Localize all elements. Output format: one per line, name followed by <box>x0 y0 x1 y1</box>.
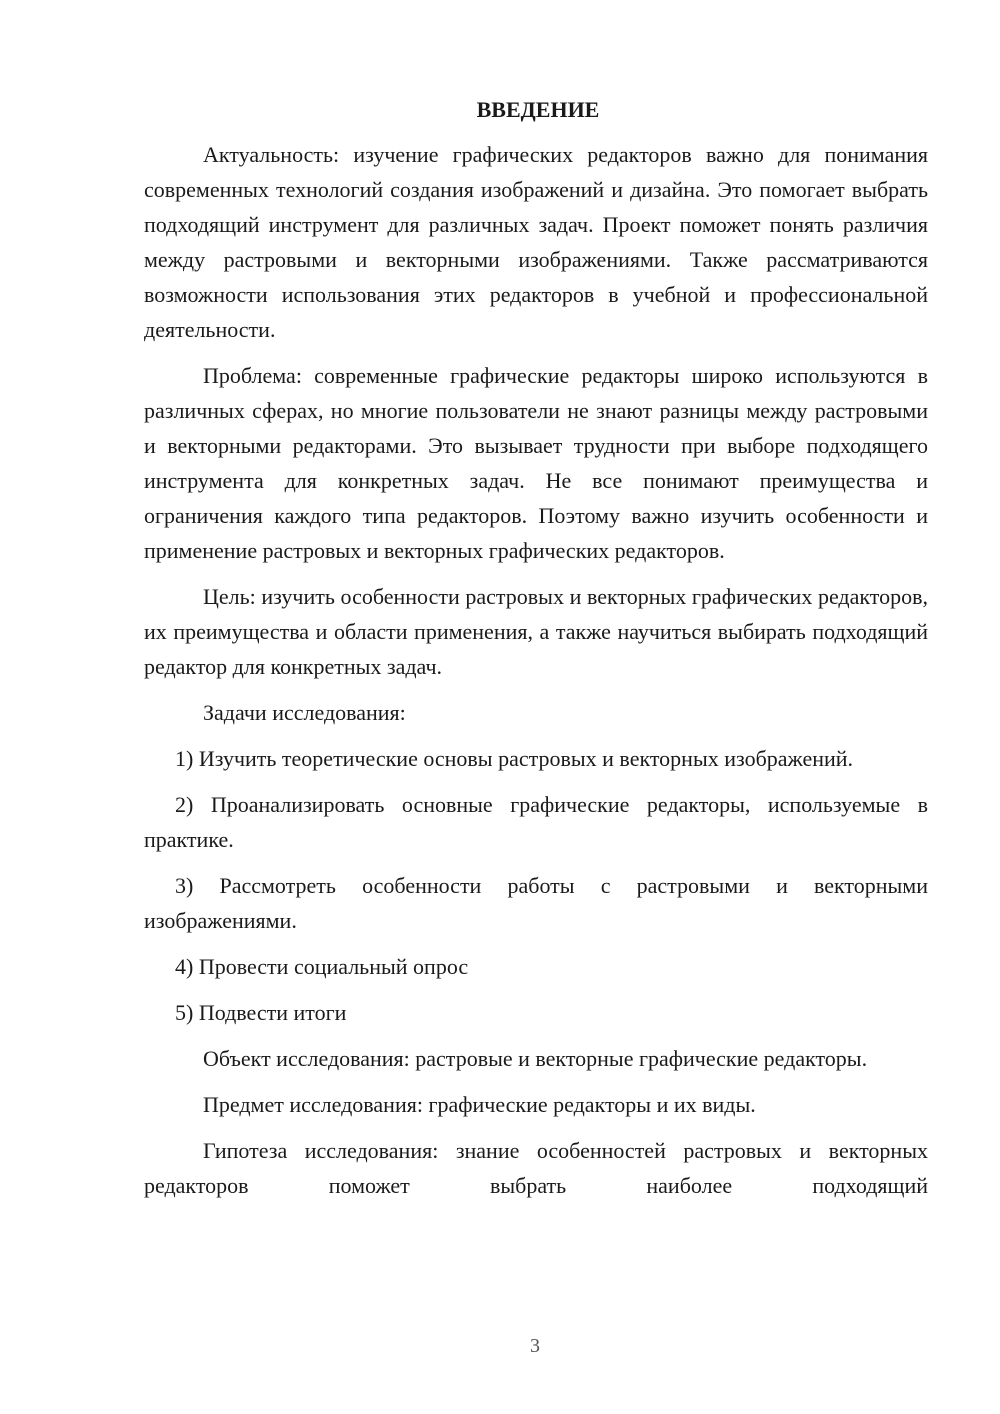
paragraph-problem: Проблема: современные графические редакторы широко используются в различных сферах, но многие пользователи не знают разницы между растровыми и векторными редакторами. Это вызывает трудности при выборе подходящего инструмента для конкретных задач. Не все понимают преимущества и ограничения каждого типа редакторов. Поэтому важно изучить особенности и применение растровых и векторных графических редакторов. <box>144 363 928 563</box>
paragraph-subject: Предмет исследования: графические редакторы и их виды. <box>203 1092 756 1117</box>
task-item-2: 2) Проанализировать основные графические редакторы, используемые в практике. <box>144 792 928 852</box>
task-list <box>144 741 928 1030</box>
task-item-5: 5) Подвести итоги <box>175 1000 347 1025</box>
task-item-3: 3) Рассмотреть особенности работы с растровыми и векторными изображениями. <box>144 873 928 933</box>
task-item-4: 4) Провести социальный опрос <box>175 954 469 979</box>
paragraph-tasks-intro: Задачи исследования: <box>203 700 406 725</box>
task-item-1: 1) Изучить теоретические основы растровых и векторных изображений. <box>175 746 854 771</box>
paragraph-goal: Цель: изучить особенности растровых и векторных графических редакторов, их преимущества и области применения, а также научиться выбирать подходящий редактор для конкретных задач. <box>144 584 928 679</box>
document-page <box>144 92 928 1203</box>
paragraph-object: Объект исследования: растровые и векторные графические редакторы. <box>203 1046 868 1071</box>
section-heading: ВВЕДЕНИЕ <box>476 97 600 122</box>
page-number: 3 <box>530 1335 540 1357</box>
paragraph-relevance: Актуальность: изучение графических редакторов важно для понимания современных технологий создания изображений и дизайна. Это помогает выбрать подходящий инструмент для различных задач. Проект поможет понять различия между растровыми и векторными изображениями. Также рассматриваются возможности использования этих редакторов в учебной и профессиональной деятельности. <box>144 142 928 342</box>
paragraph-hypothesis: Гипотеза исследования: знание особенностей растровых и векторных редакторов поможет выбрать наиболее подходящий <box>144 1138 928 1198</box>
